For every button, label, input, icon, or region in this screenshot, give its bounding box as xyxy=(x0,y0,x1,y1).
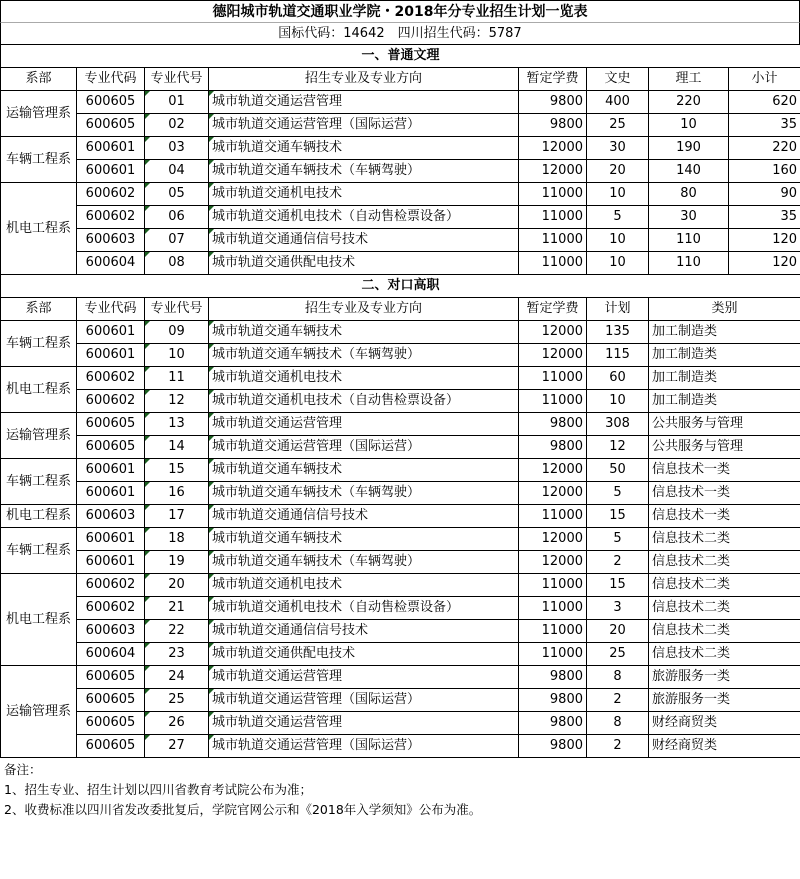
category-cell: 信息技术二类 xyxy=(649,528,800,551)
arts-count-cell: 20 xyxy=(587,160,649,183)
major-name-cell: 城市轨道交通机电技术（自动售检票设备） xyxy=(209,206,519,229)
major-code-cell: 600602 xyxy=(77,183,145,206)
plan-count-cell: 3 xyxy=(587,597,649,620)
major-number-cell: 17 xyxy=(145,505,209,528)
plan-count-cell: 2 xyxy=(587,551,649,574)
tuition-cell: 12000 xyxy=(519,528,587,551)
category-cell: 信息技术二类 xyxy=(649,551,800,574)
science-count-cell: 10 xyxy=(649,114,729,137)
science-count-cell: 140 xyxy=(649,160,729,183)
table-row xyxy=(1,666,800,689)
column-header: 专业代号 xyxy=(145,298,209,321)
category-cell: 公共服务与管理 xyxy=(649,413,800,436)
tuition-cell: 11000 xyxy=(519,183,587,206)
major-name-cell: 城市轨道交通运营管理 xyxy=(209,712,519,735)
major-number-cell: 14 xyxy=(145,436,209,459)
category-cell: 财经商贸类 xyxy=(649,712,800,735)
category-cell: 信息技术一类 xyxy=(649,505,800,528)
table-row xyxy=(1,160,800,183)
major-code-cell: 600603 xyxy=(77,229,145,252)
major-name-cell: 城市轨道交通机电技术 xyxy=(209,367,519,390)
major-code-cell: 600605 xyxy=(77,114,145,137)
major-name-cell: 城市轨道交通运营管理（国际运营） xyxy=(209,735,519,758)
major-code-cell: 600605 xyxy=(77,689,145,712)
category-cell: 加工制造类 xyxy=(649,367,800,390)
column-header: 暂定学费 xyxy=(519,68,587,91)
tuition-cell: 12000 xyxy=(519,551,587,574)
arts-count-cell: 10 xyxy=(587,252,649,275)
major-number-cell: 20 xyxy=(145,574,209,597)
table-row xyxy=(1,551,800,574)
dept-cell: 车辆工程系 xyxy=(1,459,77,505)
tuition-cell: 9800 xyxy=(519,666,587,689)
subtotal-cell: 35 xyxy=(729,114,800,137)
arts-count-cell: 25 xyxy=(587,114,649,137)
major-name-cell: 城市轨道交通通信信号技术 xyxy=(209,620,519,643)
arts-count-cell: 400 xyxy=(587,91,649,114)
dept-cell: 车辆工程系 xyxy=(1,321,77,367)
tuition-cell: 9800 xyxy=(519,114,587,137)
major-code-cell: 600601 xyxy=(77,551,145,574)
plan-count-cell: 10 xyxy=(587,390,649,413)
major-name-cell: 城市轨道交通车辆技术 xyxy=(209,321,519,344)
plan-count-cell: 12 xyxy=(587,436,649,459)
arts-count-cell: 30 xyxy=(587,137,649,160)
major-code-cell: 600603 xyxy=(77,505,145,528)
major-name-cell: 城市轨道交通车辆技术（车辆驾驶） xyxy=(209,482,519,505)
tuition-cell: 9800 xyxy=(519,712,587,735)
major-number-cell: 15 xyxy=(145,459,209,482)
major-number-cell: 08 xyxy=(145,252,209,275)
major-number-cell: 03 xyxy=(145,137,209,160)
tuition-cell: 9800 xyxy=(519,436,587,459)
table-row xyxy=(1,574,800,597)
notes xyxy=(0,758,800,822)
notes-label: 备注： xyxy=(4,762,42,777)
major-number-cell: 18 xyxy=(145,528,209,551)
column-header: 专业代码 xyxy=(77,68,145,91)
category-cell: 加工制造类 xyxy=(649,321,800,344)
plan-count-cell: 20 xyxy=(587,620,649,643)
tuition-cell: 11000 xyxy=(519,597,587,620)
table-row xyxy=(1,597,800,620)
table-row xyxy=(1,436,800,459)
tuition-cell: 11000 xyxy=(519,206,587,229)
dept-cell: 机电工程系 xyxy=(1,367,77,413)
major-number-cell: 22 xyxy=(145,620,209,643)
major-code-cell: 600605 xyxy=(77,91,145,114)
major-number-cell: 12 xyxy=(145,390,209,413)
major-number-cell: 10 xyxy=(145,344,209,367)
major-code-cell: 600602 xyxy=(77,597,145,620)
major-number-cell: 24 xyxy=(145,666,209,689)
major-code-cell: 600601 xyxy=(77,482,145,505)
table-row xyxy=(1,229,800,252)
major-name-cell: 城市轨道交通车辆技术（车辆驾驶） xyxy=(209,160,519,183)
major-code-cell: 600601 xyxy=(77,137,145,160)
major-code-cell: 600604 xyxy=(77,643,145,666)
sheet-title: 德阳城市轨道交通职业学院・2018年分专业招生计划一览表 xyxy=(0,0,800,22)
tuition-cell: 11000 xyxy=(519,574,587,597)
section-heading-row xyxy=(1,275,800,298)
dept-cell: 运输管理系 xyxy=(1,413,77,459)
science-count-cell: 190 xyxy=(649,137,729,160)
tuition-cell: 9800 xyxy=(519,689,587,712)
major-code-cell: 600601 xyxy=(77,344,145,367)
column-header: 计划 xyxy=(587,298,649,321)
arts-count-cell: 5 xyxy=(587,206,649,229)
subtotal-cell: 220 xyxy=(729,137,800,160)
column-header: 小计 xyxy=(729,68,800,91)
major-name-cell: 城市轨道交通运营管理 xyxy=(209,91,519,114)
column-header: 招生专业及专业方向 xyxy=(209,298,519,321)
category-cell: 加工制造类 xyxy=(649,390,800,413)
dept-cell: 车辆工程系 xyxy=(1,137,77,183)
major-code-cell: 600605 xyxy=(77,735,145,758)
major-code-cell: 600605 xyxy=(77,666,145,689)
major-number-cell: 01 xyxy=(145,91,209,114)
dept-cell: 运输管理系 xyxy=(1,91,77,137)
table-row xyxy=(1,689,800,712)
column-header: 理工 xyxy=(649,68,729,91)
table-row xyxy=(1,114,800,137)
section-heading: 二、对口高职 xyxy=(1,275,800,298)
science-count-cell: 110 xyxy=(649,229,729,252)
table-row xyxy=(1,620,800,643)
major-code-cell: 600604 xyxy=(77,252,145,275)
plan-count-cell: 2 xyxy=(587,735,649,758)
table-row xyxy=(1,505,800,528)
tuition-cell: 12000 xyxy=(519,160,587,183)
table-row xyxy=(1,482,800,505)
table-row xyxy=(1,367,800,390)
tuition-cell: 11000 xyxy=(519,505,587,528)
column-header: 文史 xyxy=(587,68,649,91)
tuition-cell: 9800 xyxy=(519,413,587,436)
major-name-cell: 城市轨道交通车辆技术（车辆驾驶） xyxy=(209,344,519,367)
major-number-cell: 19 xyxy=(145,551,209,574)
subtotal-cell: 90 xyxy=(729,183,800,206)
tuition-cell: 11000 xyxy=(519,643,587,666)
major-code-cell: 600602 xyxy=(77,206,145,229)
column-header: 专业代码 xyxy=(77,298,145,321)
tuition-cell: 9800 xyxy=(519,735,587,758)
major-name-cell: 城市轨道交通通信信号技术 xyxy=(209,505,519,528)
major-number-cell: 21 xyxy=(145,597,209,620)
table-row xyxy=(1,459,800,482)
major-code-cell: 600601 xyxy=(77,459,145,482)
major-name-cell: 城市轨道交通车辆技术 xyxy=(209,459,519,482)
major-code-cell: 600602 xyxy=(77,574,145,597)
table-row xyxy=(1,252,800,275)
major-number-cell: 07 xyxy=(145,229,209,252)
major-number-cell: 06 xyxy=(145,206,209,229)
major-name-cell: 城市轨道交通车辆技术（车辆驾驶） xyxy=(209,551,519,574)
subtotal-cell: 160 xyxy=(729,160,800,183)
major-name-cell: 城市轨道交通车辆技术 xyxy=(209,137,519,160)
category-cell: 公共服务与管理 xyxy=(649,436,800,459)
major-name-cell: 城市轨道交通供配电技术 xyxy=(209,252,519,275)
plan-count-cell: 5 xyxy=(587,482,649,505)
dept-cell: 机电工程系 xyxy=(1,505,77,528)
category-cell: 财经商贸类 xyxy=(649,735,800,758)
category-cell: 信息技术二类 xyxy=(649,597,800,620)
plan-count-cell: 50 xyxy=(587,459,649,482)
tuition-cell: 12000 xyxy=(519,459,587,482)
major-number-cell: 27 xyxy=(145,735,209,758)
dept-cell: 机电工程系 xyxy=(1,574,77,666)
tuition-cell: 12000 xyxy=(519,344,587,367)
tuition-cell: 11000 xyxy=(519,367,587,390)
plan-count-cell: 8 xyxy=(587,712,649,735)
column-header: 系部 xyxy=(1,298,77,321)
column-header: 类别 xyxy=(649,298,800,321)
major-name-cell: 城市轨道交通运营管理 xyxy=(209,413,519,436)
plan-count-cell: 115 xyxy=(587,344,649,367)
major-number-cell: 11 xyxy=(145,367,209,390)
plan-count-cell: 5 xyxy=(587,528,649,551)
column-header-row xyxy=(1,298,800,321)
table-row xyxy=(1,344,800,367)
major-name-cell: 城市轨道交通机电技术（自动售检票设备） xyxy=(209,597,519,620)
category-cell: 信息技术二类 xyxy=(649,620,800,643)
major-code-cell: 600603 xyxy=(77,620,145,643)
plan-count-cell: 308 xyxy=(587,413,649,436)
section-general xyxy=(1,45,800,275)
major-code-cell: 600601 xyxy=(77,160,145,183)
tuition-cell: 12000 xyxy=(519,137,587,160)
major-name-cell: 城市轨道交通机电技术 xyxy=(209,574,519,597)
plan-count-cell: 15 xyxy=(587,574,649,597)
table-row xyxy=(1,183,800,206)
table-row xyxy=(1,321,800,344)
major-name-cell: 城市轨道交通机电技术（自动售检票设备） xyxy=(209,390,519,413)
major-number-cell: 02 xyxy=(145,114,209,137)
major-name-cell: 城市轨道交通运营管理 xyxy=(209,666,519,689)
table-row xyxy=(1,206,800,229)
column-header: 暂定学费 xyxy=(519,298,587,321)
subtotal-cell: 620 xyxy=(729,91,800,114)
table-row xyxy=(1,528,800,551)
plan-count-cell: 2 xyxy=(587,689,649,712)
major-name-cell: 城市轨道交通通信信号技术 xyxy=(209,229,519,252)
tuition-cell: 11000 xyxy=(519,252,587,275)
category-cell: 旅游服务一类 xyxy=(649,666,800,689)
science-count-cell: 220 xyxy=(649,91,729,114)
major-code-cell: 600605 xyxy=(77,413,145,436)
major-number-cell: 09 xyxy=(145,321,209,344)
dept-cell: 运输管理系 xyxy=(1,666,77,758)
major-code-cell: 600605 xyxy=(77,712,145,735)
table-row xyxy=(1,712,800,735)
subtotal-cell: 120 xyxy=(729,229,800,252)
major-number-cell: 05 xyxy=(145,183,209,206)
major-number-cell: 23 xyxy=(145,643,209,666)
subtotal-cell: 120 xyxy=(729,252,800,275)
major-code-cell: 600601 xyxy=(77,321,145,344)
tuition-cell: 12000 xyxy=(519,482,587,505)
tuition-cell: 11000 xyxy=(519,390,587,413)
major-name-cell: 城市轨道交通运营管理（国际运营） xyxy=(209,436,519,459)
tuition-cell: 11000 xyxy=(519,620,587,643)
note-1: 1、招生专业、招生计划以四川省教育考试院公布为准； xyxy=(4,782,312,797)
institution-codes: 国标代码：14642 四川招生代码：5787 xyxy=(0,22,800,44)
major-name-cell: 城市轨道交通运营管理（国际运营） xyxy=(209,689,519,712)
major-number-cell: 13 xyxy=(145,413,209,436)
category-cell: 加工制造类 xyxy=(649,344,800,367)
science-count-cell: 80 xyxy=(649,183,729,206)
plan-count-cell: 25 xyxy=(587,643,649,666)
arts-count-cell: 10 xyxy=(587,183,649,206)
major-code-cell: 600602 xyxy=(77,367,145,390)
column-header: 招生专业及专业方向 xyxy=(209,68,519,91)
dept-cell: 车辆工程系 xyxy=(1,528,77,574)
table-row xyxy=(1,390,800,413)
major-code-cell: 600605 xyxy=(77,436,145,459)
column-header: 系部 xyxy=(1,68,77,91)
tuition-cell: 12000 xyxy=(519,321,587,344)
category-cell: 信息技术二类 xyxy=(649,574,800,597)
science-count-cell: 30 xyxy=(649,206,729,229)
major-number-cell: 04 xyxy=(145,160,209,183)
tuition-cell: 9800 xyxy=(519,91,587,114)
section-vocational xyxy=(1,275,800,758)
section-heading: 一、普通文理 xyxy=(1,45,800,68)
science-count-cell: 110 xyxy=(649,252,729,275)
subtotal-cell: 35 xyxy=(729,206,800,229)
major-number-cell: 26 xyxy=(145,712,209,735)
plan-count-cell: 8 xyxy=(587,666,649,689)
note-2: 2、收费标准以四川省发改委批复后，学院官网公示和《2018年入学须知》公布为准。 xyxy=(4,802,482,817)
section-heading-row xyxy=(1,45,800,68)
plan-count-cell: 15 xyxy=(587,505,649,528)
category-cell: 信息技术一类 xyxy=(649,459,800,482)
major-name-cell: 城市轨道交通车辆技术 xyxy=(209,528,519,551)
plan-count-cell: 60 xyxy=(587,367,649,390)
dept-cell: 机电工程系 xyxy=(1,183,77,275)
table-row xyxy=(1,137,800,160)
table-row xyxy=(1,413,800,436)
plan-count-cell: 135 xyxy=(587,321,649,344)
major-code-cell: 600601 xyxy=(77,528,145,551)
column-header: 专业代号 xyxy=(145,68,209,91)
category-cell: 信息技术一类 xyxy=(649,482,800,505)
major-number-cell: 25 xyxy=(145,689,209,712)
major-name-cell: 城市轨道交通供配电技术 xyxy=(209,643,519,666)
table-row xyxy=(1,735,800,758)
major-code-cell: 600602 xyxy=(77,390,145,413)
column-header-row xyxy=(1,68,800,91)
category-cell: 信息技术二类 xyxy=(649,643,800,666)
category-cell: 旅游服务一类 xyxy=(649,689,800,712)
major-name-cell: 城市轨道交通机电技术 xyxy=(209,183,519,206)
plan-table xyxy=(0,44,800,758)
table-row xyxy=(1,91,800,114)
arts-count-cell: 10 xyxy=(587,229,649,252)
major-number-cell: 16 xyxy=(145,482,209,505)
table-row xyxy=(1,643,800,666)
major-name-cell: 城市轨道交通运营管理（国际运营） xyxy=(209,114,519,137)
tuition-cell: 11000 xyxy=(519,229,587,252)
